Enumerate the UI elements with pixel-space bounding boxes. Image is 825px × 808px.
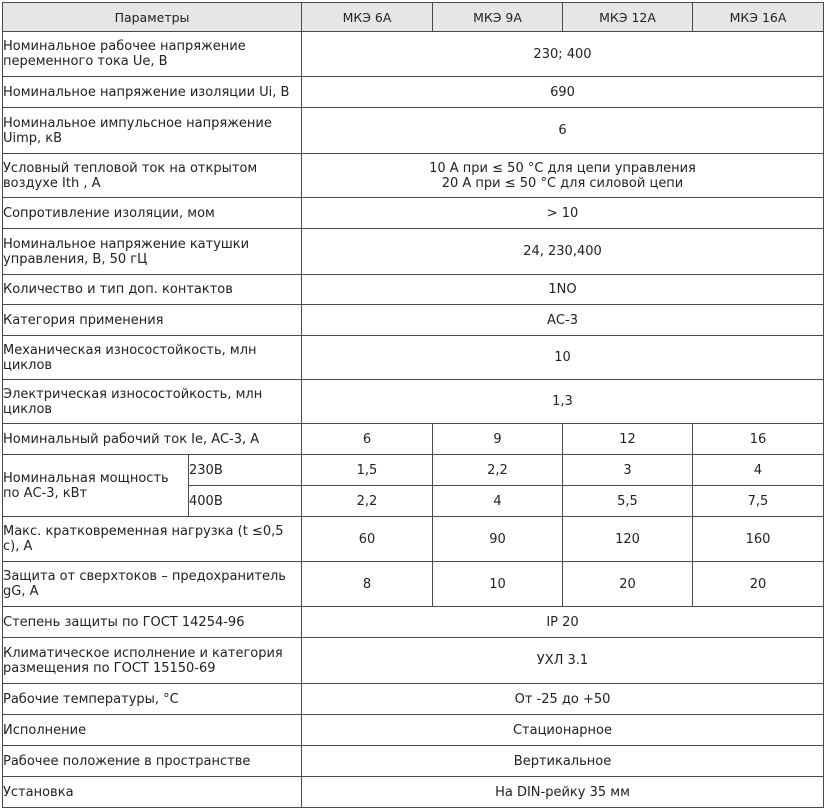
cell-value: 12 [563, 424, 693, 455]
cell-value: 9 [433, 424, 563, 455]
table-row [3, 455, 824, 486]
row-value: Вертикальное [302, 746, 824, 777]
row-label: Номинальное импульсное напряжение Uimp, кВ [3, 108, 302, 154]
cell-value: 2,2 [433, 455, 563, 486]
table-row [3, 275, 824, 305]
table-row [3, 562, 824, 607]
row-label: Рабочее положение в пространстве [3, 746, 302, 777]
table-row [3, 108, 824, 154]
cell-value: 60 [302, 517, 433, 562]
cell-value: 7,5 [693, 486, 824, 517]
cell-value: 3 [563, 455, 693, 486]
header-col-mke16: МКЭ 16А [693, 3, 824, 32]
row-label: Электрическая износостойкость, млн циклов [3, 380, 302, 424]
row-label: Рабочие температуры, °С [3, 684, 302, 715]
cell-value: 90 [433, 517, 563, 562]
table-row [3, 777, 824, 808]
row-value: > 10 [302, 198, 824, 229]
cell-value: 2,2 [302, 486, 433, 517]
row-label: Климатическое исполнение и категория размещения по ГОСТ 15150-69 [3, 638, 302, 684]
row-value-line: 10 А при ≤ 50 °С для цепи управления [429, 160, 696, 176]
sub-row-label: 400В [189, 486, 302, 517]
row-label: Номинальный рабочий ток Ie, AC-3, A [3, 424, 302, 455]
cell-value: 16 [693, 424, 824, 455]
table-row [3, 32, 824, 77]
cell-value: 20 [693, 562, 824, 607]
table-row [3, 336, 824, 380]
row-value: 10 [302, 336, 824, 380]
row-label: Номинальная мощность по АС-3, кВт [3, 455, 189, 517]
table-row [3, 715, 824, 746]
row-label: Номинальное рабочее напряжение переменного тока Ue, В [3, 32, 302, 77]
cell-value: 6 [302, 424, 433, 455]
row-label: Установка [3, 777, 302, 808]
row-value: От -25 до +50 [302, 684, 824, 715]
row-label: Условный тепловой ток на открытом воздухе Ith , А [3, 154, 302, 198]
row-label: Номинальное напряжение изоляции Ui, В [3, 77, 302, 108]
row-value: 6 [302, 108, 824, 154]
cell-value: 1,5 [302, 455, 433, 486]
table-row [3, 746, 824, 777]
cell-value: 4 [693, 455, 824, 486]
row-label: Защита от сверхтоков – предохранитель gG, A [3, 562, 302, 607]
cell-value: 4 [433, 486, 563, 517]
row-value: На DIN-рейку 35 мм [302, 777, 824, 808]
header-col-mke9: МКЭ 9А [433, 3, 563, 32]
cell-value: 10 [433, 562, 563, 607]
cell-value: 8 [302, 562, 433, 607]
header-row [3, 3, 824, 32]
row-value: 24, 230,400 [302, 229, 824, 275]
row-value: УХЛ 3.1 [302, 638, 824, 684]
sub-row-label: 230В [189, 455, 302, 486]
header-col-mke12: МКЭ 12А [563, 3, 693, 32]
table-row [3, 380, 824, 424]
row-value: 690 [302, 77, 824, 108]
row-label: Исполнение [3, 715, 302, 746]
table-row [3, 684, 824, 715]
row-value: Стационарное [302, 715, 824, 746]
cell-value: 120 [563, 517, 693, 562]
row-label: Номинальное напряжение катушки управления, В, 50 гЦ [3, 229, 302, 275]
row-label: Количество и тип доп. контактов [3, 275, 302, 305]
row-value [302, 154, 824, 198]
row-value: 1NO [302, 275, 824, 305]
table-row [3, 198, 824, 229]
table-row [3, 305, 824, 336]
table-row [3, 154, 824, 198]
row-label: Механическая износостойкость, млн циклов [3, 336, 302, 380]
row-value: 1,3 [302, 380, 824, 424]
table-row [3, 607, 824, 638]
row-label: Макс. кратковременная нагрузка (t ≤0,5 с), А [3, 517, 302, 562]
row-value: 230; 400 [302, 32, 824, 77]
table-row [3, 517, 824, 562]
cell-value: 20 [563, 562, 693, 607]
cell-value: 160 [693, 517, 824, 562]
table-row [3, 638, 824, 684]
row-value: IP 20 [302, 607, 824, 638]
row-label: Категория применения [3, 305, 302, 336]
specifications-table [2, 2, 824, 808]
header-col-mke6: МКЭ 6А [302, 3, 433, 32]
table-row [3, 229, 824, 275]
header-params: Параметры [3, 3, 302, 32]
row-value-line: 20 А при ≤ 50 °С для силовой цепи [441, 175, 684, 191]
table-row [3, 424, 824, 455]
row-label: Степень защиты по ГОСТ 14254-96 [3, 607, 302, 638]
cell-value: 5,5 [563, 486, 693, 517]
row-value: АС-3 [302, 305, 824, 336]
table-row [3, 77, 824, 108]
row-label: Сопротивление изоляции, мом [3, 198, 302, 229]
